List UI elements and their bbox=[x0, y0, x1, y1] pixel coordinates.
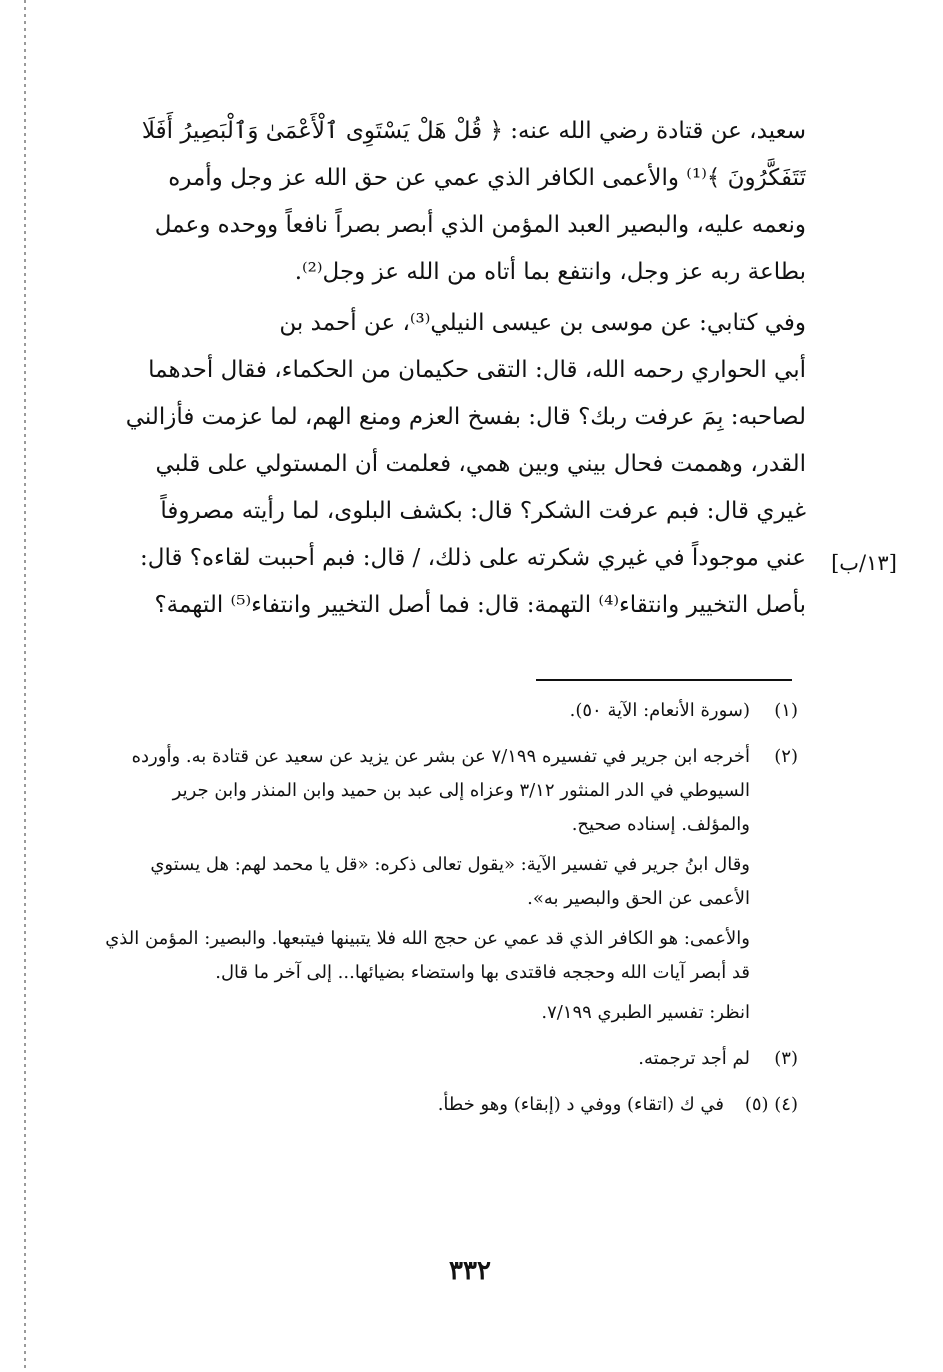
main-line: عني موجوداً في غيري شكرته على ذلك، / قال: فبم أحببت لقاءه؟ قال: bbox=[139, 545, 806, 571]
footnote-4-5 bbox=[100, 1088, 798, 1122]
footnote-paragraph: والأعمى: هو الكافر الذي قد عمي عن حجج الله فلا يتبينها فيتبعها. والبصير: المؤمن الذي قد أبصر آيات الله وحججه فاقتدى بها واستضاء بضيائها... إلى آخر ما قال. bbox=[105, 928, 750, 983]
footnote-text: (سورة الأنعام: الآية ٥٠). bbox=[569, 700, 750, 721]
main-line: أبي الحواري رحمه الله، قال: التقى حكيمان من الحكماء، فقال أحدهما bbox=[148, 357, 806, 383]
manuscript-folio-reference: [١٣/ب] bbox=[831, 551, 897, 575]
footnote-text: أخرجه ابن جرير في تفسيره ٧/١٩٩ عن بشر عن يزيد عن سعيد عن قتادة به. وأورده السيوطي في الدر المنثور ٣/١٢ وعزاه إلى عبد بن حميد وابن المنذر وابن جرير والمؤلف. إسناده صحيح. bbox=[131, 746, 750, 835]
footnote-number: (٢) bbox=[774, 746, 798, 767]
page-number: ٣٣٢ bbox=[449, 1256, 491, 1286]
main-line: لصاحبه: بِمَ عرفت ربك؟ قال: بفسخ العزم ومنع الهم، لما عزمت فأزالني bbox=[125, 404, 806, 430]
main-line: القدر، وهممت فحال بيني وبين همي، فعلمت أن المستولي على قلبي bbox=[155, 451, 806, 477]
main-line: وفي كتابي: عن موسى بن عيسى النيلي⁽³⁾، عن أحمد بن bbox=[279, 310, 806, 336]
footnote-1 bbox=[100, 694, 798, 728]
footnote-number: (٤) (٥) bbox=[744, 1094, 798, 1115]
main-line: غيري قال: فبم عرفت الشكر؟ قال: بكشف البلوى، لما رأيته مصروفاً bbox=[160, 498, 806, 524]
main-line: ونعمه عليه، والبصير العبد المؤمن الذي أبصر بصراً نافعاً ووحده وعمل bbox=[154, 212, 806, 238]
page-edge-border bbox=[24, 0, 26, 1372]
main-line: بطاعة ربه عز وجل، وانتفع بما أتاه من الله عز وجل⁽²⁾. bbox=[294, 259, 806, 285]
footnote-number: (٣) bbox=[774, 1048, 798, 1069]
main-text bbox=[100, 108, 806, 629]
footnote-paragraph: وقال ابنُ جرير في تفسير الآية: «يقول تعالى ذكره: «قل يا محمد لهم: هل يستوي الأعمى عن الحق والبصير به». bbox=[150, 854, 750, 909]
main-line: تَتَفَكَّرُونَ ﴾⁽¹⁾ والأعمى الكافر الذي عمي عن حق الله عز وجل وأمره bbox=[168, 165, 806, 191]
footnote-text: لم أجد ترجمته. bbox=[638, 1048, 750, 1069]
footnotes bbox=[100, 694, 798, 1134]
footnote-text: في ك (اتقاء) ووفي د (إبقاء) وهو خطأ. bbox=[437, 1094, 724, 1115]
footnote-separator bbox=[536, 679, 792, 681]
main-line: بأصل التخيير وانتقاء⁽⁴⁾ التهمة: قال: فما أصل التخيير وانتفاء⁽⁵⁾ التهمة؟ bbox=[154, 592, 806, 618]
footnote-2 bbox=[100, 740, 798, 1030]
footnote-3 bbox=[100, 1042, 798, 1076]
footnote-number: (١) bbox=[774, 700, 798, 721]
main-line: سعيد، عن قتادة رضي الله عنه: ﴿ قُلْ هَلْ يَسْتَوِى ٱلْأَعْمَىٰ وَٱلْبَصِيرُ أَفَلَا bbox=[141, 118, 806, 144]
footnote-paragraph: انظر: تفسير الطبري ٧/١٩٩. bbox=[541, 1002, 750, 1023]
